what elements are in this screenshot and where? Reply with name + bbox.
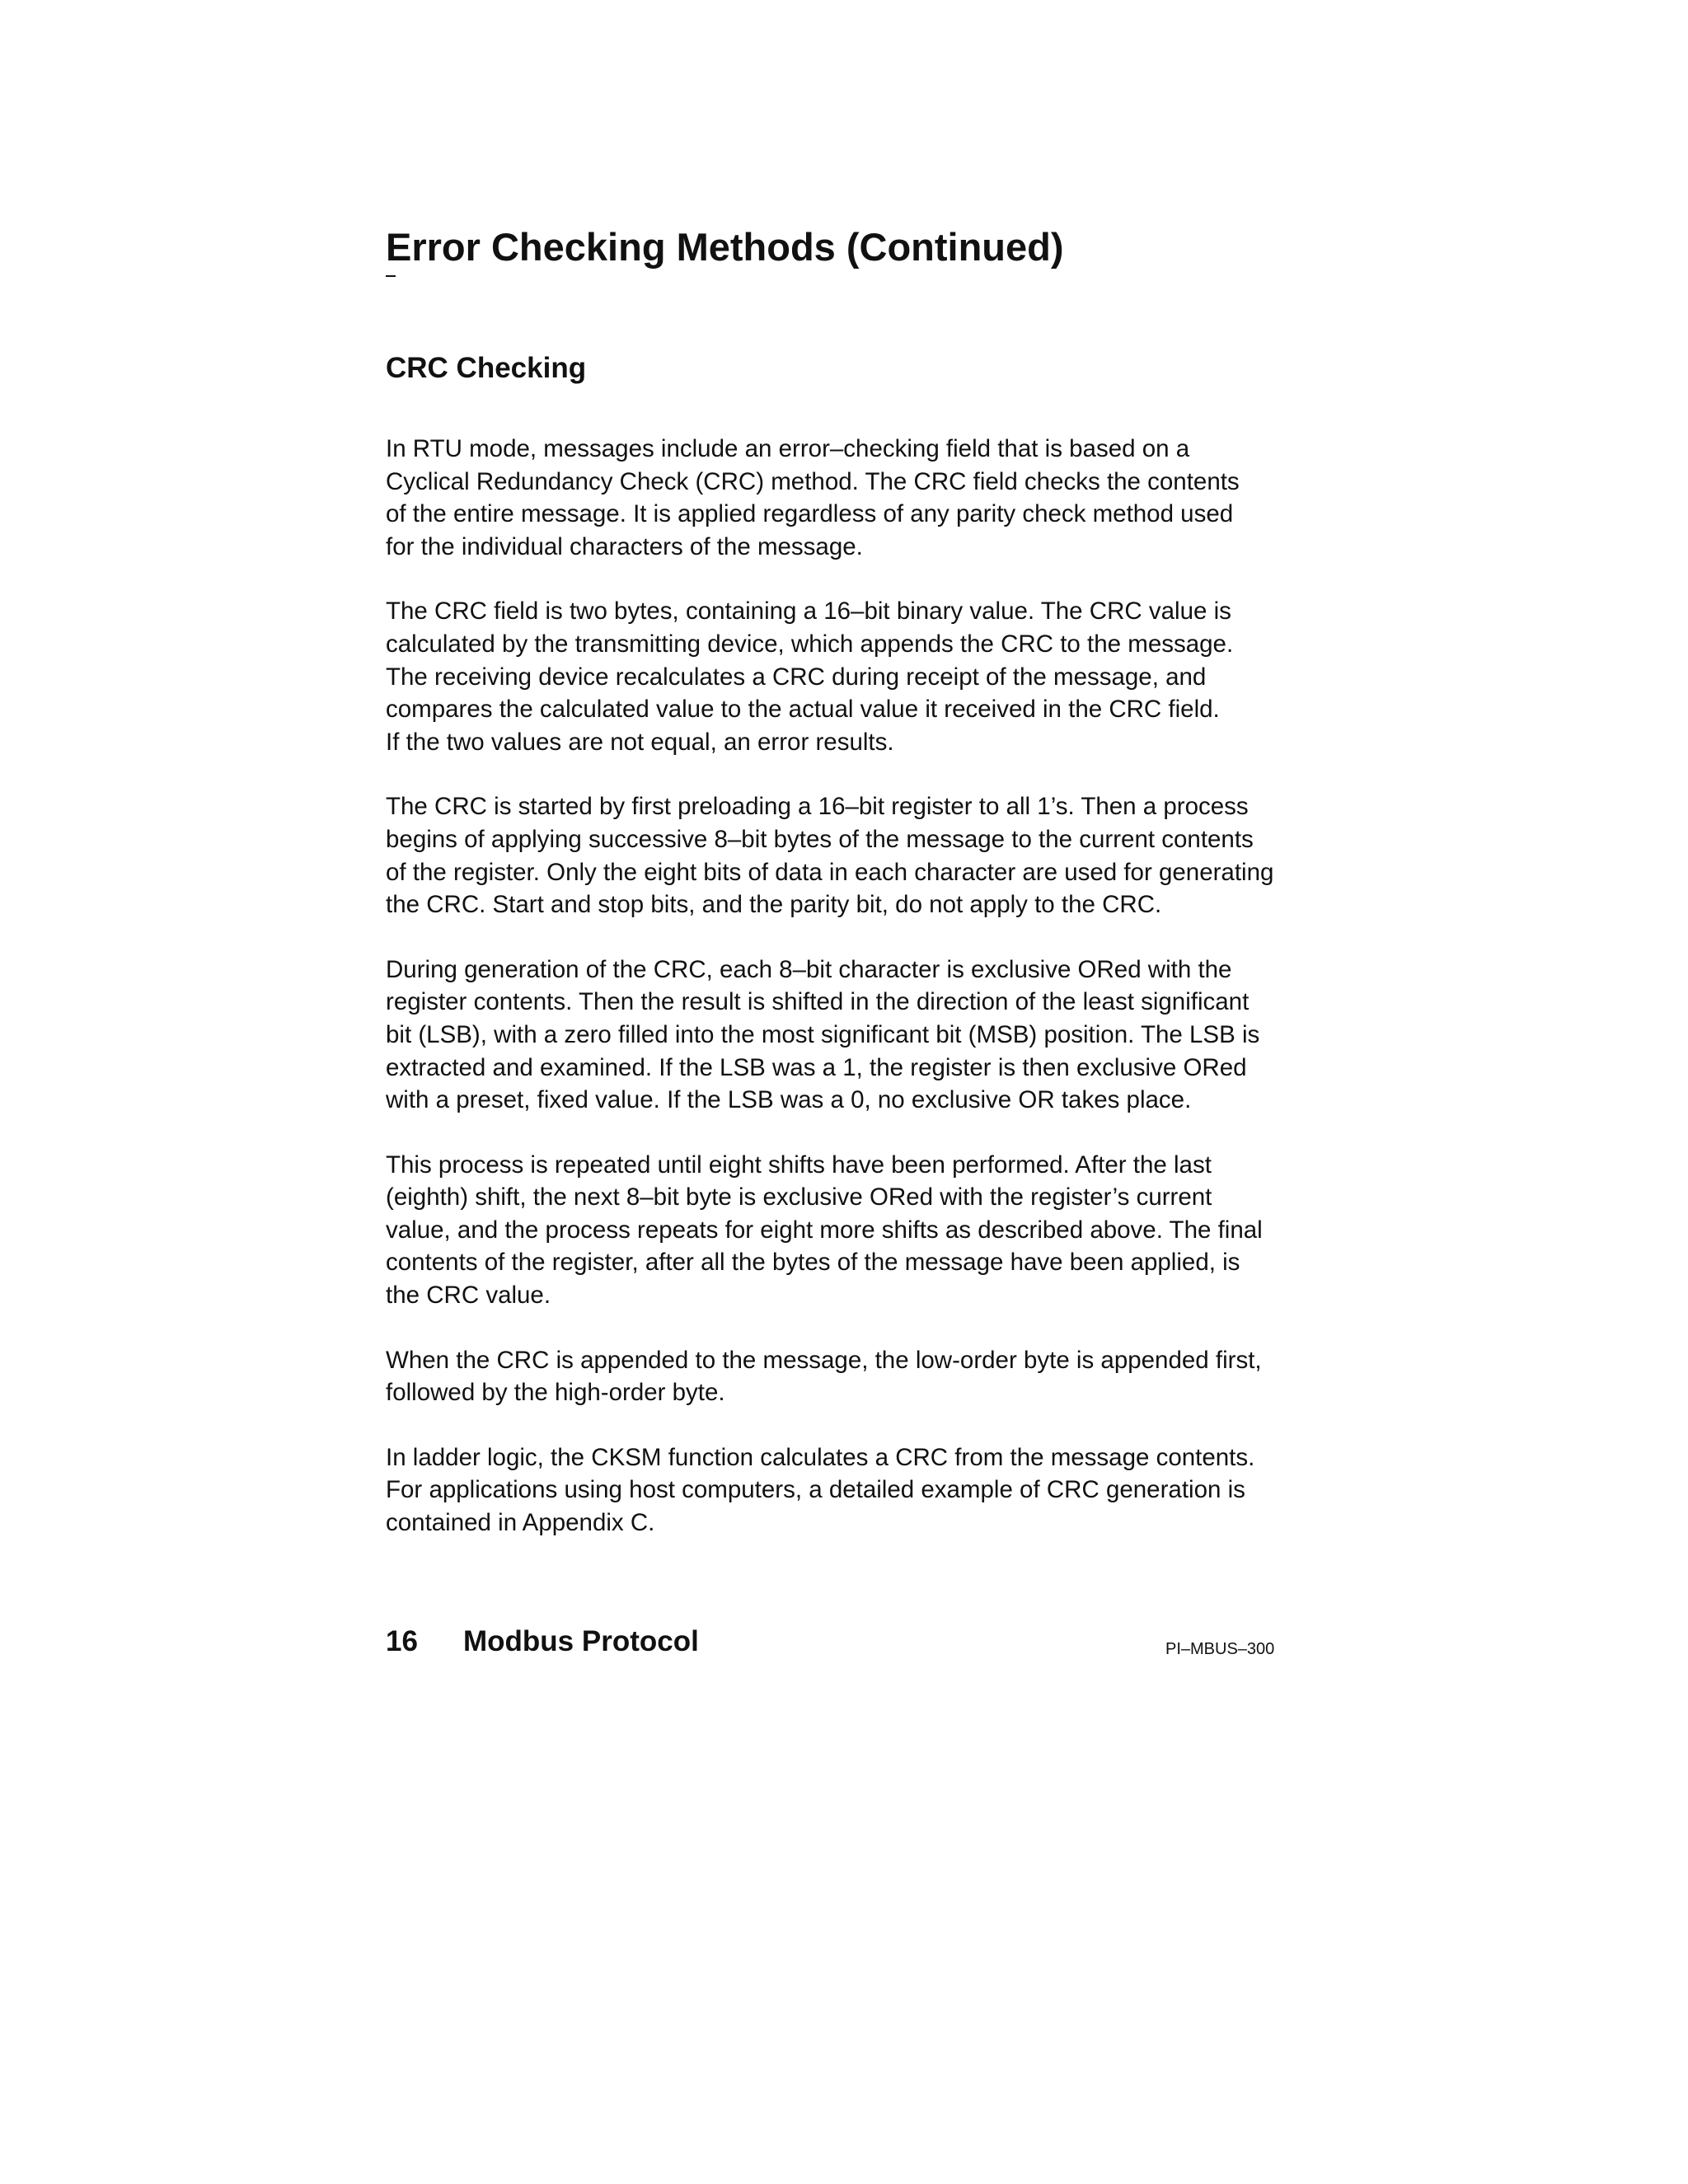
text-line: When the CRC is appended to the message, the low-order byte is appended first, bbox=[386, 1346, 1262, 1374]
text-line: the CRC value. bbox=[386, 1282, 551, 1310]
text-line: Cyclical Redundancy Check (CRC) method. The CRC field checks the contents bbox=[386, 467, 1240, 495]
body-text bbox=[386, 433, 1301, 1572]
text-line: extracted and examined. If the LSB was a 1, the register is then exclusive ORed bbox=[386, 1053, 1247, 1081]
text-line: This process is repeated until eight shifts have been performed. After the last bbox=[386, 1151, 1212, 1179]
page-title: Error Checking Methods (Continued) bbox=[386, 225, 1064, 269]
text-line: begins of applying successive 8–bit bytes of the message to the current contents bbox=[386, 825, 1254, 853]
text-line: The CRC is started by first preloading a 16–bit register to all 1’s. Then a process bbox=[386, 793, 1249, 821]
text-line: contents of the register, after all the bytes of the message have been applied, is bbox=[386, 1249, 1240, 1277]
paragraph bbox=[386, 1149, 1301, 1312]
footer-document-title: Modbus Protocol bbox=[463, 1625, 699, 1657]
footer-document-id: PI–MBUS–300 bbox=[1165, 1640, 1275, 1658]
text-line: If the two values are not equal, an error results. bbox=[386, 728, 894, 756]
text-line: For applications using host computers, a detailed example of CRC generation is bbox=[386, 1476, 1245, 1504]
text-line: (eighth) shift, the next 8–bit byte is exclusive ORed with the register’s current bbox=[386, 1183, 1212, 1212]
footer-page-number: 16 bbox=[386, 1625, 418, 1657]
paragraph bbox=[386, 595, 1301, 758]
text-line: for the individual characters of the message. bbox=[386, 532, 863, 560]
text-line: The receiving device recalculates a CRC during receipt of the message, and bbox=[386, 663, 1207, 691]
text-line: bit (LSB), with a zero filled into the most significant bit (MSB) position. The LSB is bbox=[386, 1020, 1260, 1048]
text-line: calculated by the transmitting device, which appends the CRC to the message. bbox=[386, 630, 1234, 658]
paragraph bbox=[386, 1441, 1301, 1540]
text-line: The CRC field is two bytes, containing a 16–bit binary value. The CRC value is bbox=[386, 598, 1231, 626]
text-line: In ladder logic, the CKSM function calculates a CRC from the message contents. bbox=[386, 1443, 1255, 1471]
text-line: of the entire message. It is applied regardless of any parity check method used bbox=[386, 500, 1234, 528]
text-line: register contents. Then the result is shifted in the direction of the least significant bbox=[386, 988, 1250, 1016]
paragraph bbox=[386, 433, 1301, 563]
text-line: with a preset, fixed value. If the LSB was a 0, no exclusive OR takes place. bbox=[386, 1086, 1192, 1114]
text-line: In RTU mode, messages include an error–checking field that is based on a bbox=[386, 435, 1190, 462]
text-line: During generation of the CRC, each 8–bit character is exclusive ORed with the bbox=[386, 955, 1232, 983]
text-line: of the register. Only the eight bits of data in each character are used for generating bbox=[386, 858, 1274, 886]
section-heading: CRC Checking bbox=[386, 352, 587, 384]
paragraph bbox=[386, 1344, 1301, 1409]
title-underline-mark bbox=[386, 275, 396, 277]
text-line: value, and the process repeats for eight more shifts as described above. The final bbox=[386, 1216, 1263, 1244]
text-line: followed by the high-order byte. bbox=[386, 1379, 725, 1407]
text-line: contained in Appendix C. bbox=[386, 1509, 655, 1537]
text-line: compares the calculated value to the actual value it received in the CRC field. bbox=[386, 696, 1220, 724]
paragraph bbox=[386, 790, 1301, 921]
text-line: the CRC. Start and stop bits, and the parity bit, do not apply to the CRC. bbox=[386, 891, 1162, 919]
paragraph bbox=[386, 954, 1301, 1117]
